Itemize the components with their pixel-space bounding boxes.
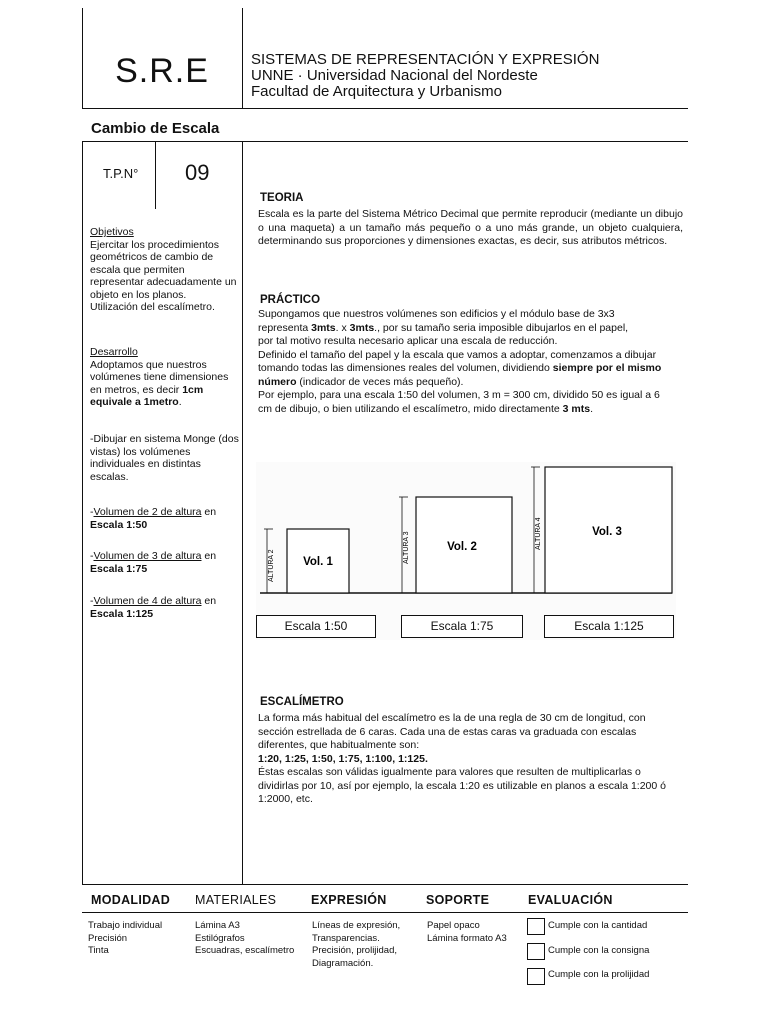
header-divider xyxy=(242,8,243,109)
vol3-scale: Escala 1:125 xyxy=(90,607,154,620)
practico-span: (indicador de veces más pequeño). xyxy=(296,375,464,388)
practico-line: Supongamos que nuestros volúmenes son edificios y el módulo base de 3x3 xyxy=(258,308,615,320)
escalimetro-scales: 1:20, 1:25, 1:50, 1:75, 1:100, 1:125. xyxy=(258,752,428,765)
vol2-scale: Escala 1:75 xyxy=(90,562,148,575)
footer-rule xyxy=(82,912,688,913)
practico-line xyxy=(258,403,683,417)
objetivos-text: Ejercitar los procedimientos geométricos de cambio de escala que permiten representar adecuadamente un objeto en los planos. xyxy=(90,238,237,301)
scale-1-box: Escala 1:50 xyxy=(256,615,376,638)
list-item: Lámina formato A3 xyxy=(427,932,507,944)
practico-span: representa xyxy=(258,321,312,334)
escalimetro-paragraph-1: La forma más habitual del escalímetro es la de una regla de 30 cm de longitud, con sección estrellada de 6 caras. Cada una de estas caras va graduada con escalas diferentes, que habitualmente son: xyxy=(258,712,646,751)
evaluacion-checkbox-cantidad[interactable] xyxy=(527,918,545,935)
materiales-list xyxy=(195,920,294,958)
volumes-drawing xyxy=(256,462,676,640)
escalimetro-paragraph-2: Éstas escalas son válidas igualmente para valores que resulten de multiplicarlas o dividirlas por 10, así por ejemplo, la escala 1:20 es utilizable en planos a escala 1:200 ó 1:2000, etc. xyxy=(258,766,666,805)
tp-number-divider xyxy=(155,141,156,209)
list-item: Precisión, prolijidad, xyxy=(312,945,398,956)
practico-bold: 3 mts xyxy=(562,402,591,415)
en-text: en xyxy=(201,595,217,607)
desarrollo-text xyxy=(90,359,240,409)
objetivos-section xyxy=(90,226,240,314)
desarrollo-section xyxy=(90,346,240,409)
evaluacion-label-cantidad: Cumple con la cantidad xyxy=(548,920,648,931)
body-top-rule xyxy=(82,141,688,142)
alt1-label: ALTURA 2 xyxy=(268,549,275,582)
modalidad-title: MODALIDAD xyxy=(91,893,171,907)
modalidad-list xyxy=(88,920,162,958)
alt3-label: ALTURA 4 xyxy=(535,517,542,550)
tp-number: 09 xyxy=(185,160,210,185)
vol3-link: Volumen de 4 de altura xyxy=(93,595,202,607)
dash: - xyxy=(90,506,94,518)
practico-line xyxy=(258,322,683,336)
tp-label: T.P.N° xyxy=(103,166,139,181)
dash: - xyxy=(90,595,94,607)
page-title: Cambio de Escala xyxy=(91,120,220,137)
desarrollo-text-bold: 1cm equivale a 1metro xyxy=(90,383,204,408)
vol2-label: Vol. 2 xyxy=(447,541,477,553)
list-item: Lámina A3 xyxy=(195,920,240,931)
list-item: Papel opaco xyxy=(427,920,480,931)
list-item: Estilógrafos xyxy=(195,932,245,944)
vol1-link: Volumen de 2 de altura xyxy=(93,506,202,518)
vol1-label: Vol. 1 xyxy=(303,556,333,568)
faculty-name: Facultad de Arquitectura y Urbanismo xyxy=(251,83,502,100)
scale-3-box: Escala 1:125 xyxy=(544,615,674,638)
practico-line: Definido el tamaño del papel y la escala que vamos a adoptar, comenzamos a dibujar xyxy=(258,348,657,361)
vol2-link: Volumen de 3 de altura xyxy=(93,550,202,562)
list-item: Transparencias. xyxy=(312,932,380,944)
practico-span: ., por su tamaño seria imposible dibujarlos en el papel, xyxy=(374,321,629,334)
evaluacion-label-consigna: Cumple con la consigna xyxy=(548,945,650,956)
practico-text xyxy=(258,308,683,416)
university-name: UNNE · Universidad Nacional del Nordeste xyxy=(251,67,538,84)
expresion-list xyxy=(312,920,400,970)
practico-title: PRÁCTICO xyxy=(260,294,321,306)
materiales-title: MATERIALES xyxy=(195,893,277,907)
practico-span: tomando todas las dimensiones reales del volumen, dividiendo xyxy=(258,362,553,374)
en-text: en xyxy=(201,506,217,518)
practico-span: cm de dibujo, o bien utilizando el escalímetro, mido directamente xyxy=(258,402,563,415)
header-bottom-rule xyxy=(82,108,688,109)
practico-bold: siempre por el mismo xyxy=(552,362,662,374)
scale-figure xyxy=(256,462,676,640)
evaluacion-checkbox-prolijidad[interactable] xyxy=(527,968,545,985)
alt2-label: ALTURA 3 xyxy=(403,531,410,564)
expresion-title: EXPRESIÓN xyxy=(311,893,387,907)
escalimetro-text xyxy=(258,712,683,807)
list-item: Precisión xyxy=(88,932,128,944)
en-text: en xyxy=(201,550,217,562)
teoria-title: TEORIA xyxy=(260,192,304,204)
practico-line: por tal motivo resulta necesario aplicar una escala de reducción. xyxy=(258,335,558,347)
objetivos-title: Objetivos xyxy=(90,226,134,238)
list-item: Tinta xyxy=(88,945,109,956)
dash: - xyxy=(90,550,94,562)
desarrollo-title: Desarrollo xyxy=(90,346,138,358)
vol1-scale: Escala 1:50 xyxy=(90,518,148,531)
list-item: Líneas de expresión, xyxy=(312,920,401,931)
list-item: Trabajo individual xyxy=(88,920,163,931)
practico-bold: 3mts xyxy=(349,321,375,334)
desarrollo-text-end: . xyxy=(178,396,182,408)
body-divider xyxy=(242,141,243,885)
escalimetro-title: ESCALÍMETRO xyxy=(260,696,344,708)
body-bottom-rule xyxy=(82,884,688,885)
scale-2-box: Escala 1:75 xyxy=(401,615,523,638)
logo-text: S.R.E xyxy=(115,52,209,90)
practico-line xyxy=(258,362,683,376)
soporte-list xyxy=(427,920,507,945)
evaluacion-checkbox-consigna[interactable] xyxy=(527,943,545,960)
list-item: Diagramación. xyxy=(312,957,374,969)
practico-bold: 3mts xyxy=(311,321,336,334)
practico-span: . xyxy=(590,402,594,415)
course-title: SISTEMAS DE REPRESENTACIÓN Y EXPRESIÓN xyxy=(251,51,600,68)
vol3-label: Vol. 3 xyxy=(592,526,622,538)
monge-instruction: -Dibujar en sistema Monge (dos vistas) los volúmenes individuales en distintas escalas. xyxy=(90,433,239,483)
volume-2-task xyxy=(90,550,240,575)
practico-span: . x xyxy=(335,321,350,334)
body-left-border xyxy=(82,141,83,885)
evaluacion-label-prolijidad: Cumple con la prolijidad xyxy=(548,969,650,980)
list-item: Escuadras, escalímetro xyxy=(195,945,295,956)
volume-1-task xyxy=(90,506,240,531)
desarrollo-text-start: Adoptamos que nuestros volúmenes tiene dimensiones en metros, es decir xyxy=(90,358,229,396)
volume-3-task xyxy=(90,595,240,620)
soporte-title: SOPORTE xyxy=(426,893,490,907)
teoria-text: Escala es la parte del Sistema Métrico Decimal que permite reproducir (mediante un dibujo o una maqueta) a un tamaño más pequeño o a uno más grande, un objeto cualquiera, determinando sus proporciones y dimensiones exactas, es decir, sus atributos métricos. xyxy=(258,208,683,247)
practico-line xyxy=(258,376,683,390)
practico-bold: número xyxy=(258,375,297,388)
evaluacion-title: EVALUACIÓN xyxy=(528,893,613,907)
practico-line: Por ejemplo, para una escala 1:50 del volumen, 3 m = 300 cm, dividido 50 es igual a 6 xyxy=(258,389,660,401)
objetivos-text-2: Utilización del escalímetro. xyxy=(90,301,215,313)
